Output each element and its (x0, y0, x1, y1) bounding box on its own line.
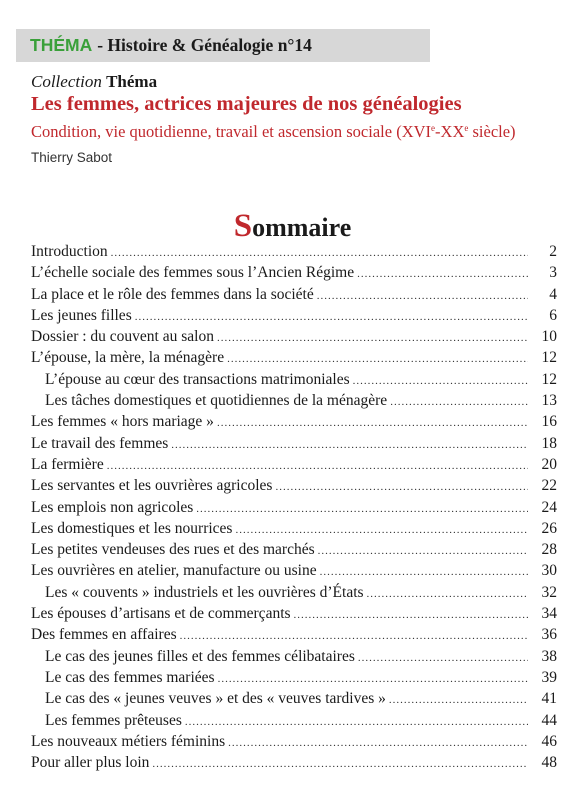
toc-entry[interactable] (31, 582, 557, 603)
toc-entry[interactable] (31, 262, 557, 283)
toc-dot-leader (228, 733, 528, 754)
toc-entry-page: 4 (549, 285, 557, 303)
toc-entry-title: Les petites vendeuses des rues et des marchés (31, 541, 315, 559)
toc-dot-leader (196, 499, 528, 520)
toc-entry-page: 28 (541, 541, 557, 559)
toc-dot-leader (185, 712, 528, 733)
toc-dot-leader (152, 754, 528, 775)
toc-entry[interactable] (31, 433, 557, 454)
toc-entry-title: Le travail des femmes (31, 434, 169, 452)
toc-entry-page: 24 (541, 498, 557, 516)
toc-dot-leader (218, 669, 528, 690)
toc-entry[interactable] (31, 241, 557, 262)
toc-entry-page: 10 (541, 328, 557, 346)
toc-entry-title: Les domestiques et les nourrices (31, 519, 233, 537)
toc-entry-title: Les « couvents » industriels et les ouvrières d’États (45, 583, 364, 601)
toc-dot-leader (358, 648, 528, 669)
toc-dot-leader (294, 605, 528, 626)
toc-dot-leader (367, 584, 528, 605)
series-title: - Histoire & Généalogie n°14 (97, 35, 312, 55)
toc-entry-title: Dossier : du couvent au salon (31, 328, 214, 346)
toc-entry-page: 20 (541, 455, 557, 473)
toc-entry[interactable] (31, 731, 557, 752)
toc-entry-page: 12 (541, 370, 557, 388)
toc-entry[interactable] (31, 326, 557, 347)
toc-entry[interactable] (31, 624, 557, 645)
toc-dot-leader (320, 562, 528, 583)
toc-entry[interactable] (31, 710, 557, 731)
toc-entry-page: 41 (541, 690, 557, 708)
toc-entry[interactable] (31, 497, 557, 518)
toc-entry-title: Pour aller plus loin (31, 754, 150, 772)
toc-dot-leader (317, 286, 528, 307)
toc-entry[interactable] (31, 560, 557, 581)
toc-entry-title: L’épouse au cœur des transactions matrimoniales (45, 370, 350, 388)
toc-entry[interactable] (31, 646, 557, 667)
toc-entry-title: Les nouveaux métiers féminins (31, 732, 226, 750)
toc-dot-leader (171, 435, 528, 456)
collection-line (31, 72, 157, 92)
toc-entry-page: 46 (541, 732, 557, 750)
toc-entry-title: L’épouse, la mère, la ménagère (31, 349, 225, 367)
series-brand: THÉMA (30, 35, 93, 55)
toc-entry[interactable] (31, 390, 557, 411)
toc-heading-rest: ommaire (252, 213, 352, 242)
toc-entry-title: Introduction (31, 243, 108, 260)
toc-entry[interactable] (31, 539, 557, 560)
toc-dot-leader (107, 456, 528, 477)
collection-label: Collection (31, 72, 102, 91)
toc-entry-page: 44 (541, 711, 557, 729)
toc-entry[interactable] (31, 411, 557, 432)
toc-dot-leader (180, 626, 528, 647)
toc-dot-leader (275, 477, 528, 498)
series-header-band (16, 29, 430, 62)
toc-entry-page: 48 (541, 754, 557, 772)
toc-dot-leader (318, 541, 528, 562)
toc-dot-leader (353, 371, 528, 392)
toc-entry[interactable] (31, 667, 557, 688)
toc-dot-leader (389, 690, 528, 711)
toc-entry-title: Des femmes en affaires (31, 626, 177, 644)
toc-entry-page: 6 (549, 306, 557, 324)
toc-dot-leader (111, 243, 528, 264)
toc-entry-page: 30 (541, 562, 557, 580)
collection-name: Théma (106, 72, 158, 91)
toc-entry-title: L’échelle sociale des femmes sous l’Ancien Régime (31, 264, 355, 282)
toc-dot-leader (227, 349, 528, 370)
toc-entry[interactable] (31, 518, 557, 539)
toc-entry-page: 16 (541, 413, 557, 431)
toc-entry[interactable] (31, 475, 557, 496)
toc-dot-leader (357, 264, 528, 285)
toc-dot-leader (217, 328, 528, 349)
subtitle-mid: -XX (435, 122, 465, 141)
toc-entry-page: 18 (541, 434, 557, 452)
toc-entry-page: 32 (541, 583, 557, 601)
table-of-contents (31, 241, 557, 773)
book-subtitle (31, 122, 516, 142)
toc-entry[interactable] (31, 688, 557, 709)
toc-entry-title: Le cas des « jeunes veuves » et des « veuves tardives » (45, 690, 386, 708)
subtitle-sup-2: e (464, 123, 469, 133)
subtitle-main: Condition, vie quotidienne, travail et ascension sociale (XVI (31, 122, 432, 141)
toc-dot-leader (135, 307, 528, 328)
toc-entry-title: Le cas des femmes mariées (45, 668, 215, 686)
toc-entry-title: Les ouvrières en atelier, manufacture ou usine (31, 562, 317, 580)
toc-entry-title: Les femmes « hors mariage » (31, 413, 214, 431)
toc-entry-page: 22 (541, 477, 557, 495)
toc-entry-title: Les emplois non agricoles (31, 498, 194, 516)
toc-entry-title: Les tâches domestiques et quotidiennes de la ménagère (45, 392, 388, 410)
toc-entry-title: La place et le rôle des femmes dans la société (31, 285, 314, 303)
toc-heading-initial: S (233, 208, 253, 244)
toc-entry[interactable] (31, 752, 557, 773)
subtitle-sup-1: e (431, 123, 436, 133)
toc-entry[interactable] (31, 305, 557, 326)
author-name: Thierry Sabot (31, 150, 113, 165)
toc-entry-page: 12 (541, 349, 557, 367)
toc-entry-title: Les jeunes filles (31, 306, 132, 324)
toc-entry-page: 26 (541, 519, 557, 537)
toc-entry[interactable] (31, 603, 557, 624)
toc-entry-title: Les servantes et les ouvrières agricoles (31, 477, 273, 495)
toc-entry-page: 38 (541, 647, 557, 665)
toc-entry-title: Les femmes prêteuses (45, 711, 182, 729)
toc-heading (0, 208, 585, 245)
toc-entry-title: Les épouses d’artisans et de commerçants (31, 605, 291, 623)
toc-entry[interactable] (31, 454, 557, 475)
toc-entry-page: 34 (541, 605, 557, 623)
subtitle-end: siècle) (468, 122, 516, 141)
toc-entry-page: 2 (549, 243, 557, 260)
toc-entry[interactable] (31, 369, 557, 390)
toc-entry[interactable] (31, 347, 557, 368)
toc-entry-title: Le cas des jeunes filles et des femmes célibataires (45, 647, 355, 665)
toc-dot-leader (235, 520, 528, 541)
toc-entry-page: 3 (549, 264, 557, 282)
toc-entry-page: 36 (541, 626, 557, 644)
book-title: Les femmes, actrices majeures de nos généalogies (31, 93, 462, 115)
toc-entry-title: La fermière (31, 455, 104, 473)
toc-dot-leader (217, 413, 528, 434)
toc-entry-page: 13 (541, 392, 557, 410)
toc-entry[interactable] (31, 284, 557, 305)
toc-entry-page: 39 (541, 668, 557, 686)
toc-dot-leader (390, 392, 528, 413)
